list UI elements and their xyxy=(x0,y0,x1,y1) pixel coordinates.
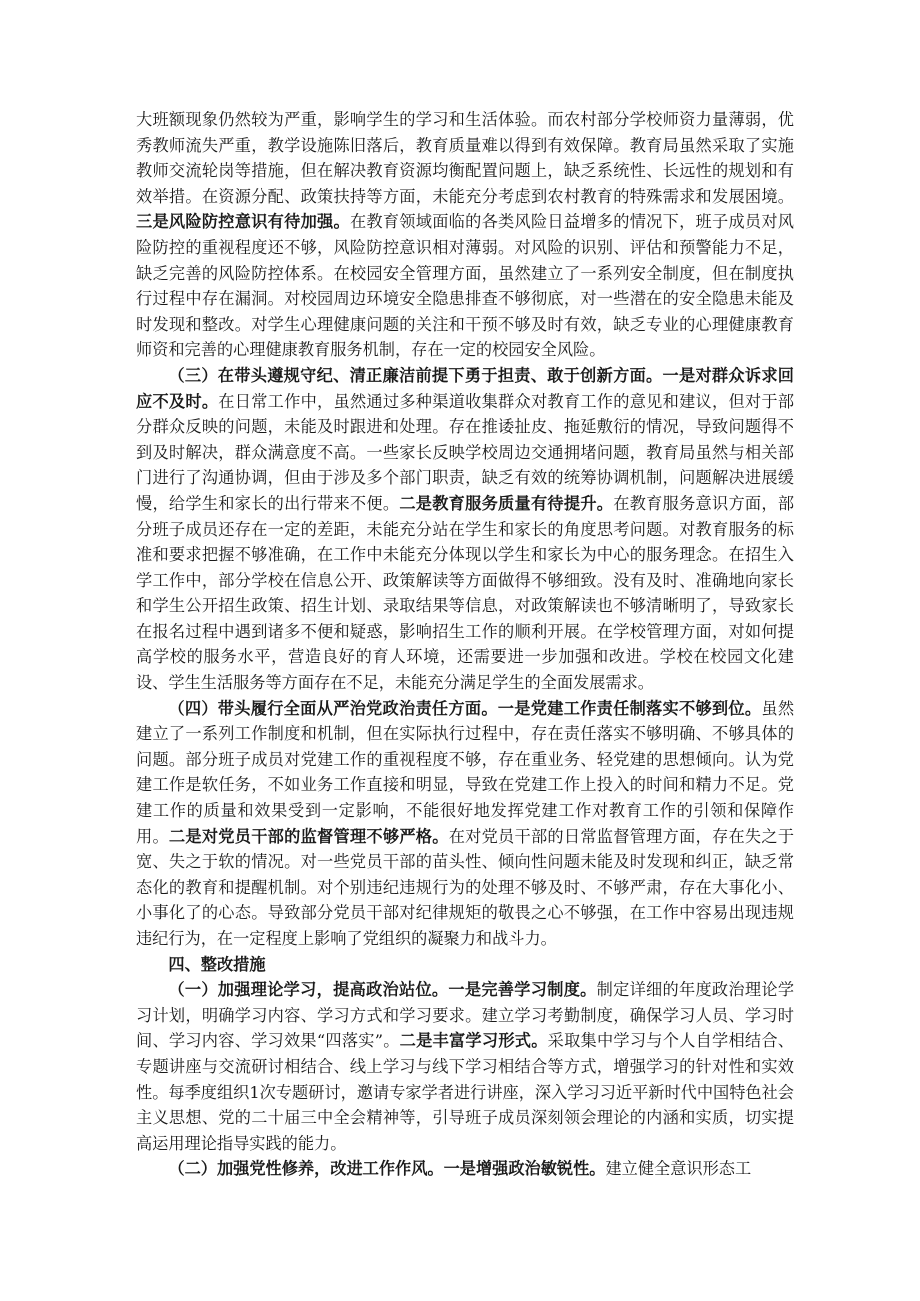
bold-lead: 二是丰富学习形式。 xyxy=(399,1031,548,1051)
paragraph-measure-2 xyxy=(136,1156,794,1182)
paragraph-measure-1 xyxy=(136,977,794,1156)
bold-lead: 二是教育服务质量有待提升。 xyxy=(399,493,614,513)
body-text: 在教育领域面临的各类风险日益增多的情况下，班子成员对风险防控的重视程度还不够，风险防控意识相对薄弱。对风险的识别、评估和预警能力不足，缺乏完善的风险防控体系。在校园安全管理方面，虽然建立了一系列安全制度，但在制度执行过程中存在漏洞。对校园周边环境安全隐患排查不够彻底，对一些潜在的安全隐患未能及时发现和整改。对学生心理健康问题的关注和干预不够及时有效，缺乏专业的心理健康教育师资和完善的心理健康教育服务机制，存在一定的校园安全风险。 xyxy=(136,212,794,360)
body-text: 制定详细的年度政治理论学习计划，明确学习内容、学习方式和学习要求。建立学习考勤制度，确保学习人员、学习时间、学习内容、学习效果“四落实”。 xyxy=(136,980,795,1051)
bold-lead: 二是对党员干部的监督管理不够严格。 xyxy=(168,826,449,846)
paragraph-risk-prevention xyxy=(136,107,794,363)
section-heading-bold: （四）带头履行全面从严治党政治责任方面。一是党建工作责任制落实不够到位。 xyxy=(168,698,762,718)
section-heading-bold: （一）加强理论学习，提高政治站位。一是完善学习制度。 xyxy=(168,980,597,1000)
body-text: 虽然建立了一系列工作制度和机制，但在实际执行过程中，存在责任落实不够明确、不够具体的问题。部分班子成员对党建工作的重视程度不够，存在重业务、轻党建的思想倾向。认为党建工作是软任务，不如业务工作直接和明显，导致在党建工作上投入的时间和精力不足。党建工作的质量和效果受到一定影响，不能很好地发挥党建工作对教育工作的引领和保障作用。 xyxy=(136,698,795,846)
chapter-heading-rectification: 四、整改措施 xyxy=(168,954,266,974)
body-text: 在日常工作中，虽然通过多种渠道收集群众对教育工作的意见和建议，但对于部分群众反映的问题，未能及时跟进和处理。存在推诿扯皮、拖延敷衍的情况，导致问题得不到及时解决，群众满意度不高。一些家长反映学校周边交通拥堵问题，教育局虽然与相关部门进行了沟通协调，但由于涉及多个部门职责，缺乏有效的统筹协调机制，问题解决进展缓慢，给学生和家长的出行带来不便。 xyxy=(136,391,795,513)
body-text: 在教育服务意识方面，部分班子成员还存在一定的差距，未能充分站在学生和家长的角度思考问题。对教育服务的标准和要求把握不够准确，在工作中未能充分体现以学生和家长为中心的服务理念。在招生入学工作中，部分学校在信息公开、政策解读等方面做得不够细致。没有及时、准确地向家长和学生公开招生政策、招生计划、录取结果等信息，对政策解读也不够清晰明了，导致家长在报名过程中遇到诸多不便和疑惑，影响招生工作的顺利开展。在学校管理方面，对如何提高学校的服务水平，营造良好的育人环境，还需要进一步加强和改进。学校在校园文化建设、学生生活服务等方面存在不足，未能充分满足学生的全面发展需求。 xyxy=(136,493,795,693)
body-text: 采取集中学习与个人自学相结合、专题讲座与交流研讨相结合、线上学习与线下学习相结合等方式，增强学习的针对性和实效性。每季度组织1次专题研讨，邀请专家学者进行讲座，深入学习习近平新时代中国特色社会主义思想、党的二十届三中全会精神等，引导班子成员深刻领会理论的内涵和实质，切实提高运用理论指导实践的能力。 xyxy=(136,1031,794,1153)
section-heading-bold: （三）在带头遵规守纪、清正廉洁前提下勇于担责、敢于创新方面。一是对群众诉求回应不及时。 xyxy=(136,365,794,411)
bold-lead: 三是风险防控意识有待加强。 xyxy=(136,212,350,232)
body-text: 在对党员干部的日常监督管理方面，存在失之于宽、失之于软的情况。对一些党员干部的苗头性、倾向性问题未能及时发现和纠正，缺乏常态化的教育和提醒机制。对个别违纪违规行为的处理不够及时、不够严肃，存在大事化小、小事化了的心态。导致部分党员干部对纪律规矩的敬畏之心不够强，在工作中容易出现违规违纪行为，在一定程度上影响了党组织的凝聚力和战斗力。 xyxy=(136,826,795,948)
body-text: 建立健全意识形态工 xyxy=(605,1159,752,1179)
body-text: 大班额现象仍然较为严重，影响学生的学习和生活体验。而农村部分学校师资力量薄弱，优秀教师流失严重，教学设施陈旧落后，教育质量难以得到有效保障。教育局虽然采取了实施教师交流轮岗等措施，但在解决教育资源均衡配置问题上，缺乏系统性、长远性的规划和有效举措。在资源分配、政策扶持等方面，未能充分考虑到农村教育的特殊需求和发展困境。 xyxy=(136,110,794,206)
paragraph-section-4 xyxy=(136,696,794,952)
paragraph-section-3 xyxy=(136,363,794,696)
section-heading-bold: （二）加强党性修养，改进工作作风。一是增强政治敏锐性。 xyxy=(168,1159,606,1179)
